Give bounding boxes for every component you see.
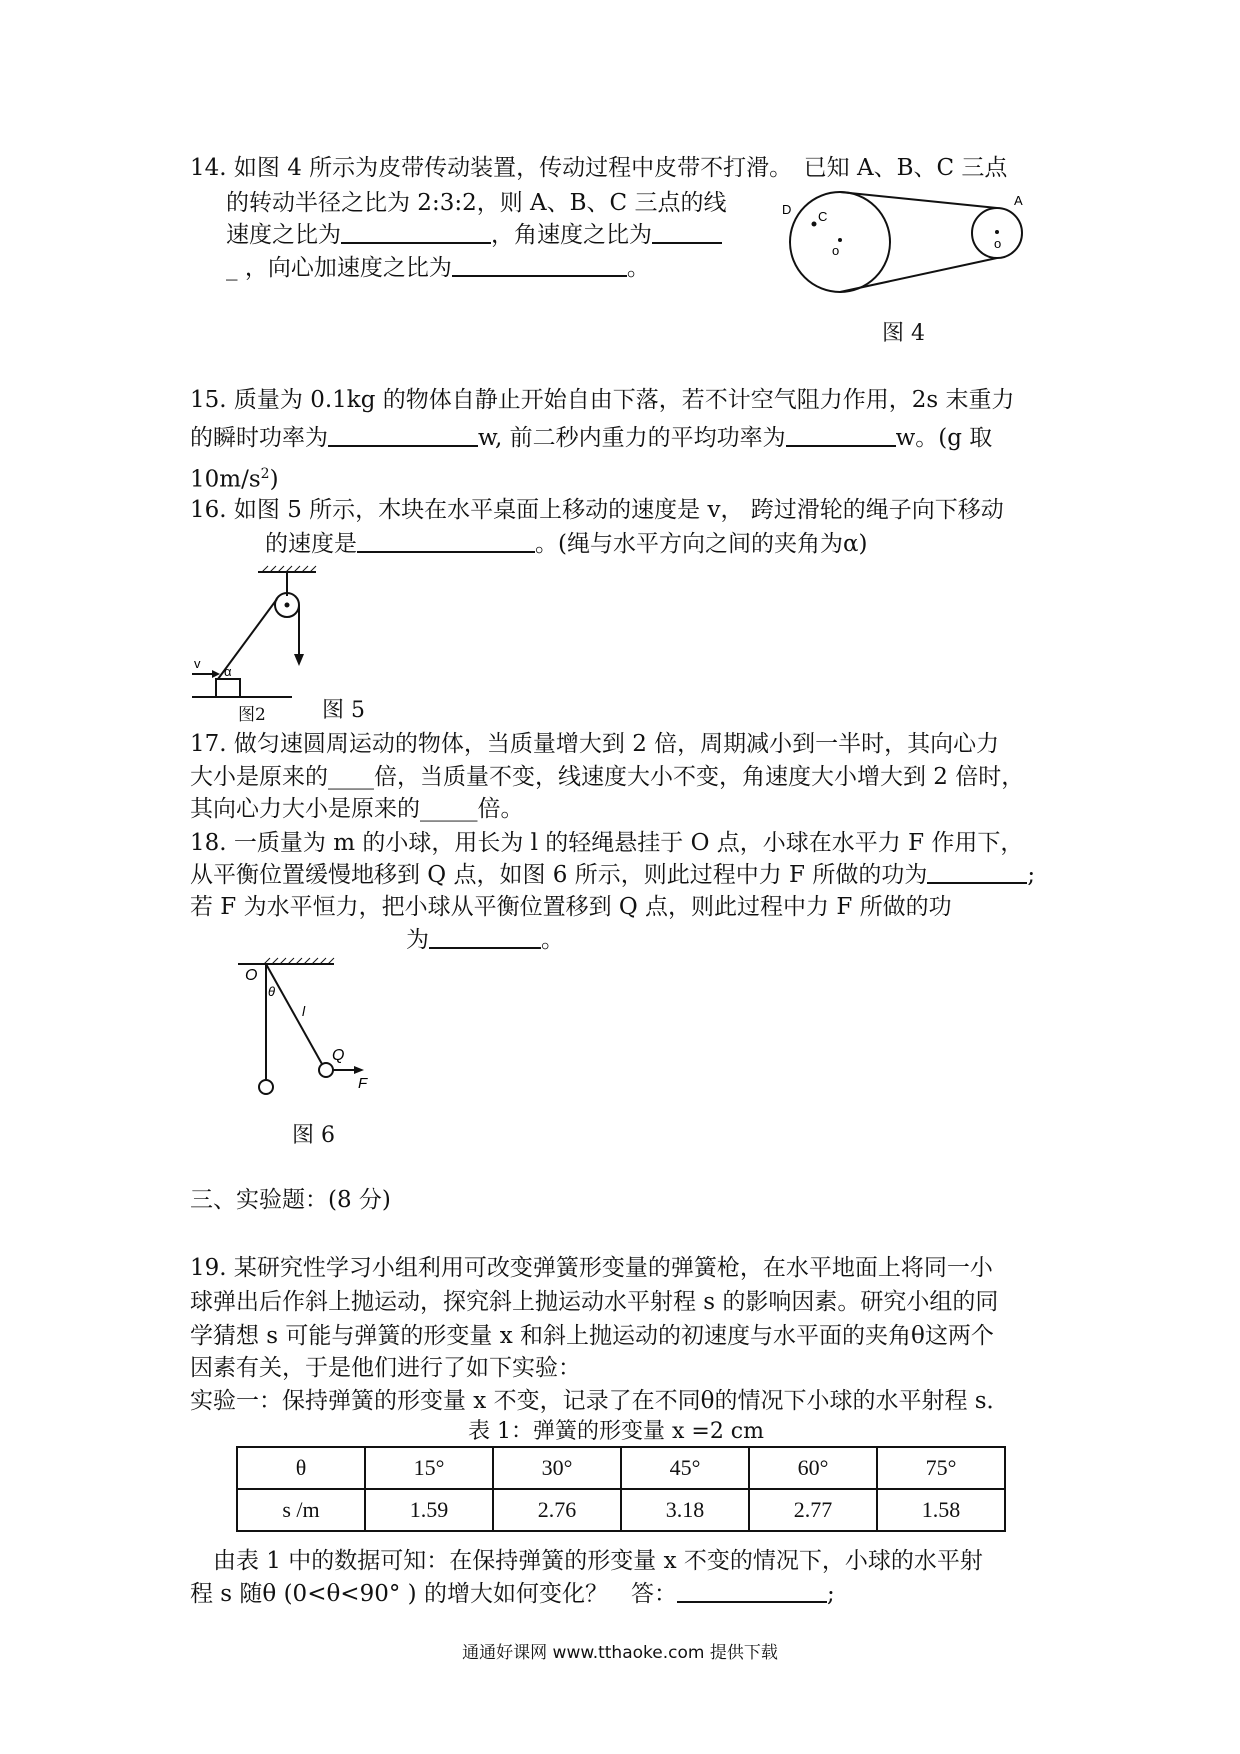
table-row (237, 1489, 1005, 1531)
q15-line-2 (190, 422, 992, 454)
table-cell: 2.76 (493, 1489, 621, 1531)
q19-line-1: 19. 某研究性学习小组利用可改变弹簧形变量的弹簧枪，在水平地面上将同一小 (190, 1255, 993, 1281)
q16-text: 。(绳与水平方向之间的夹角为α) (535, 531, 868, 557)
q17-line-2: 大小是原来的____倍，当质量不变，线速度大小不变，角速度大小增大到 2 倍时， (190, 764, 1025, 790)
footer: 通通好课网 www.tthaoke.com 提供下载 (462, 1643, 778, 1663)
q18-text: 从平衡位置缓慢地移到 Q 点，如图 6 所示，则此过程中力 F 所做的功为 (190, 862, 928, 888)
q19-line-5: 实验一：保持弹簧的形变量 x 不变，记录了在不同θ的情况下小球的水平射程 s． (190, 1388, 1010, 1414)
pulley-axle (285, 603, 290, 608)
q18-answer-blank-1 (927, 860, 1027, 884)
belt-bottom (840, 258, 997, 292)
table-cell: 45° (621, 1447, 749, 1489)
figure-5-pulley (192, 566, 332, 706)
q18-line-1: 18. 一质量为 m 的小球，用长为 l 的轻绳悬挂于 O 点，小球在水平力 F 作用下， (190, 830, 1024, 856)
block (216, 679, 240, 697)
q19-line-3: 学猜想 s 可能与弹簧的形变量 x 和斜上抛运动的初速度与水平面的夹角θ这两个 (190, 1323, 994, 1349)
label-o-large: o (832, 243, 840, 258)
label-f: F (358, 1075, 368, 1092)
label-c: C (818, 209, 828, 224)
figure-5-image-label: 图2 (238, 705, 266, 725)
q14-text: ，向心加速度之比为 (244, 255, 452, 281)
q14-answer-blank-3 (452, 253, 627, 277)
ball-q (319, 1063, 333, 1077)
q18-line-4 (406, 924, 564, 956)
q14-line-3 (226, 219, 722, 251)
q16-line-1: 16. 如图 5 所示，木块在水平桌面上移动的速度是 v， 跨过滑轮的绳子向下移动 (190, 497, 1004, 523)
q19-line-7 (190, 1578, 835, 1610)
rope-displaced (266, 964, 322, 1064)
table-cell: 60° (749, 1447, 877, 1489)
q14-answer-blank-1 (341, 220, 491, 244)
table-cell: 1.59 (365, 1489, 493, 1531)
q18-text: ; (1027, 862, 1036, 888)
label-alpha: α (224, 664, 232, 679)
figure-4-belt-drive (782, 180, 1042, 310)
figure-5-caption: 图 5 (322, 698, 365, 723)
q15-answer-blank-2 (786, 423, 896, 447)
table-cell: 2.77 (749, 1489, 877, 1531)
table-1-caption: 表 1：弹簧的形变量 x =2 cm (468, 1419, 764, 1444)
q14-line-2: 的转动半径之比为 2:3:2，则 A、B、C 三点的线 (226, 190, 727, 216)
q17-line-1: 17. 做匀速圆周运动的物体，当质量增大到 2 倍，周期减小到一半时，其向心力 (190, 731, 1000, 757)
q19-line-6: 由表 1 中的数据可知：在保持弹簧的形变量 x 不变的情况下，小球的水平射 (190, 1548, 983, 1574)
q15-line-3 (190, 458, 279, 496)
ball-equilibrium (259, 1080, 273, 1094)
q15-text: 10m/s (190, 466, 261, 493)
q14-text: 。 (626, 255, 650, 281)
q15-text: w, 前二秒内重力的平均功率为 (478, 425, 786, 451)
figure-6-caption: 图 6 (292, 1123, 335, 1148)
q15-answer-blank-1 (328, 423, 478, 447)
label-theta: θ (268, 984, 276, 999)
q15-text: 的瞬时功率为 (190, 425, 328, 451)
q15-line-1: 15. 质量为 0.1kg 的物体自静止开始自由下落，若不计空气阻力作用，2s 末重力 (190, 387, 1015, 413)
q14-text: 速度之比为 (226, 222, 341, 248)
label-v: v (194, 656, 201, 671)
q15-text: w。(g 取 (895, 425, 993, 451)
q18-text: 。 (541, 927, 564, 953)
table-cell: 3.18 (621, 1489, 749, 1531)
label-o: O (245, 967, 258, 984)
q14-line-1: 14. 如图 4 所示为皮带传动装置，传动过程中皮带不打滑。 已知 A、B、C 三点 (190, 155, 1008, 181)
table-1 (236, 1446, 1006, 1532)
q14-text: ，角速度之比为 (491, 222, 652, 248)
center-small (995, 230, 999, 234)
q18-text: 为 (406, 927, 429, 953)
q18-line-2 (190, 859, 1035, 891)
q14-line-4 (226, 252, 650, 284)
q19-line-4: 因素有关，于是他们进行了如下实验： (190, 1355, 581, 1381)
table-cell: s /m (237, 1489, 365, 1531)
q19-text: 程 s 随θ (0<θ<90° ) 的增大如何变化？ 答： (190, 1581, 677, 1607)
label-d: D (782, 202, 792, 217)
q17-line-3: 其向心力大小是原来的_____倍。 (190, 796, 524, 822)
q16-text: 的速度是 (265, 531, 357, 557)
q14-text: _ (226, 255, 245, 281)
q15-superscript: 2 (260, 466, 270, 482)
table-cell: θ (237, 1447, 365, 1489)
label-o-small: o (994, 236, 1002, 251)
table-cell: 75° (877, 1447, 1005, 1489)
force-arrowhead (354, 1066, 364, 1074)
figure-4-caption: 图 4 (882, 321, 925, 346)
table-cell: 1.58 (877, 1489, 1005, 1531)
center-large (838, 238, 842, 242)
belt-top (840, 192, 997, 208)
rope-arrow-down (294, 654, 304, 666)
q19-line-2: 球弹出后作斜上抛运动，探究斜上抛运动水平射程 s 的影响因素。研究小组的同 (190, 1289, 999, 1315)
section-3-title: 三、实验题：(8 分) (190, 1187, 391, 1213)
table-cell: 30° (493, 1447, 621, 1489)
q18-line-3: 若 F 为水平恒力，把小球从平衡位置移到 Q 点，则此过程中力 F 所做的功 (190, 894, 952, 920)
label-q: Q (332, 1047, 345, 1064)
q19-text: ; (826, 1581, 835, 1607)
q15-text: ) (269, 466, 279, 493)
label-l: l (302, 1003, 306, 1019)
label-a: A (1014, 193, 1023, 208)
table-header-row (237, 1447, 1005, 1489)
table-cell: 15° (365, 1447, 493, 1489)
point-c (812, 222, 817, 227)
q19-answer-blank (677, 1579, 827, 1603)
q14-answer-blank-2 (652, 220, 722, 244)
figure-6-pendulum (234, 956, 394, 1106)
q16-answer-blank (357, 529, 535, 553)
q18-answer-blank-2 (429, 925, 541, 949)
q16-line-2 (265, 528, 867, 560)
